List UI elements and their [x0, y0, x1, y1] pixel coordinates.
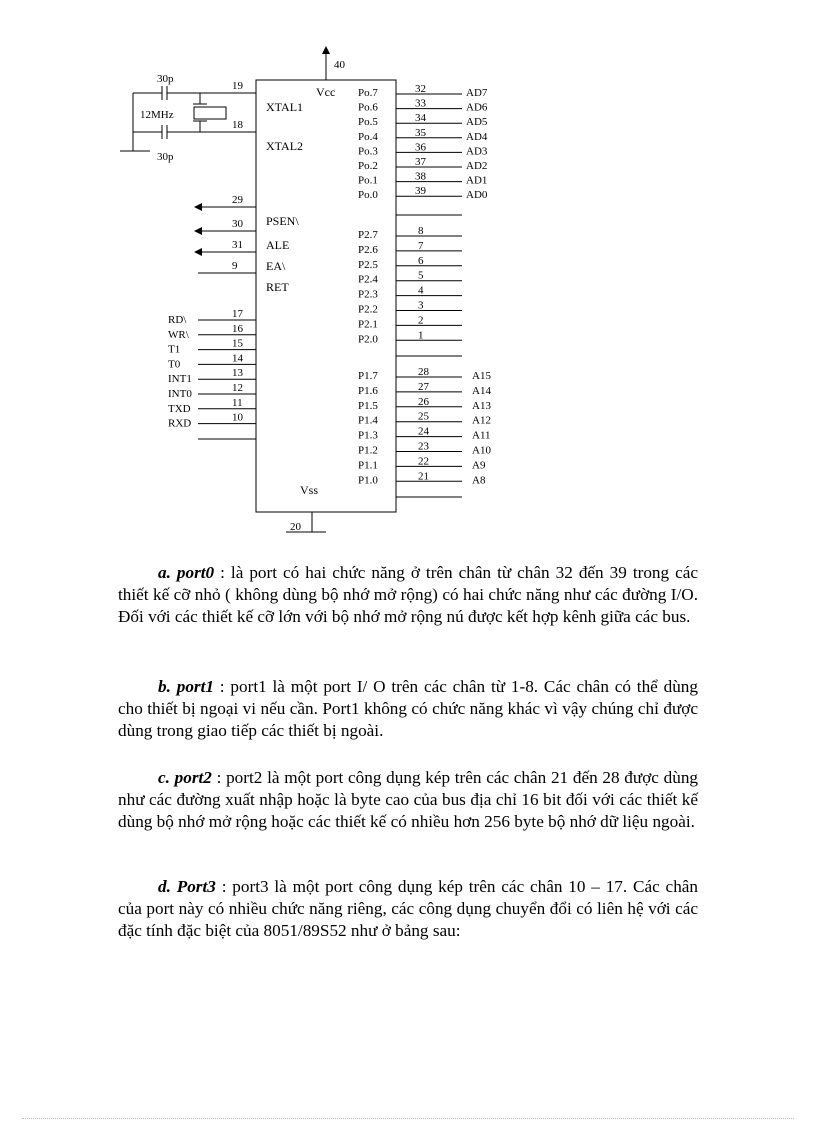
vcc-label: Vcc: [316, 85, 336, 99]
pin-label: P1.6: [358, 384, 378, 397]
pin-number: 35: [415, 126, 426, 139]
pin-number: 11: [232, 396, 243, 409]
signal-label: T1: [168, 343, 181, 356]
pin-number: 2: [418, 314, 424, 327]
pin-number: 8: [418, 225, 424, 237]
pin-number: 16: [232, 322, 243, 335]
pin-label: Po.2: [358, 160, 378, 172]
ale-arrow-icon: [194, 227, 202, 235]
paragraph-text: : port2 là một port công dụng kép trên các chân 21 đến 28 được dùng như các đường xuất nhập hoặc là byte cao của bus địa chỉ 16 bit đối với các thiết kế dùng bộ nhớ mở rộng hoặc các thiết kế có nhiều hơn 256 byte bộ nhớ dữ liệu ngoài.: [118, 768, 699, 831]
pin-label: P2.1: [358, 318, 378, 331]
pin-label: Po.0: [358, 189, 378, 202]
pin-label: P1.5: [358, 399, 378, 412]
cap-top-label: 30p: [157, 73, 174, 85]
pin-number: 15: [232, 337, 243, 350]
signal-label: WR\: [168, 328, 189, 341]
signal-label: AD1: [466, 174, 488, 187]
paragraph-lead: c. port2: [158, 768, 212, 787]
signal-label: AD6: [466, 101, 488, 114]
pin-number: 13: [232, 367, 243, 380]
paragraph-lead: d. Port3: [158, 877, 216, 896]
signal-label: A8: [472, 474, 486, 487]
pin-label: PSEN\: [266, 214, 299, 228]
crystal-label: 12MHz: [140, 109, 174, 121]
signal-label: AD2: [466, 160, 488, 172]
pin-label: P1.1: [358, 459, 378, 472]
signal-label: AD5: [466, 116, 488, 129]
signal-label: A15: [472, 370, 491, 382]
signal-label: A12: [472, 414, 491, 427]
pin-number: 10: [232, 411, 243, 424]
pin-label: Po.6: [358, 101, 378, 114]
pin-number: 25: [418, 410, 429, 423]
paragraph-port2: [118, 767, 698, 833]
pin-number: 18: [232, 119, 243, 131]
vcc-pin-number: 40: [334, 59, 345, 71]
pin-label: P1.2: [358, 444, 378, 457]
signal-label: A9: [472, 459, 486, 472]
pin-number: 12: [232, 382, 243, 394]
paragraph-text: : port3 là một port công dụng kép trên các chân 10 – 17. Các chân của port này có nhiều chức năng riêng, các công dụng chuyển đổi có liên hệ với các đặc tính đặc biệt của 8051/89S52 như ở bảng sau:: [118, 877, 699, 940]
pin-label: P1.3: [358, 429, 378, 442]
pin-number: 1: [418, 329, 424, 342]
cap-bottom-label: 30p: [157, 151, 174, 163]
vss-pin-number: 20: [290, 521, 301, 533]
paragraph-text: : là port có hai chức năng ở trên chân từ chân 32 đến 39 trong các thiết kế cỡ nhỏ ( không dùng bộ nhớ mở rộng) có hai chức năng như các đường I/O. Đối với các thiết kế cỡ lớn với bộ nhớ mở rộng nú được kết hợp kênh giữa các bus.: [118, 563, 698, 626]
paragraph-port0: [118, 562, 698, 628]
pin-number: 27: [418, 380, 429, 393]
pin-label: P2.4: [358, 273, 378, 286]
pin-number: 36: [415, 141, 426, 154]
signal-label: AD3: [466, 145, 488, 158]
signal-label: AD7: [466, 87, 488, 99]
pin-label: EA\: [266, 259, 286, 273]
paragraph-lead: b. port1: [158, 677, 214, 696]
signal-label: A13: [472, 399, 491, 412]
pin-label: Po.4: [358, 130, 378, 143]
footer-divider: [22, 1118, 794, 1119]
pin-number: 6: [418, 254, 424, 267]
pin-label: XTAL2: [266, 139, 304, 153]
signal-label: AD0: [466, 189, 488, 202]
pin-label: P1.4: [358, 414, 378, 427]
pin-number: 39: [415, 185, 426, 198]
signal-label: INT1: [168, 373, 192, 386]
pin-label: XTAL1: [266, 100, 304, 114]
signal-label: INT0: [168, 388, 192, 400]
pin-number: 31: [232, 239, 243, 251]
ea-arrow-icon: [194, 248, 202, 256]
crystal-icon: [194, 107, 226, 119]
pin-number: 17: [232, 308, 243, 320]
pin-label: P2.0: [358, 333, 378, 346]
pin-number: 7: [418, 239, 424, 252]
pin-label: Po.3: [358, 145, 378, 158]
pin-label: P2.2: [358, 303, 378, 316]
signal-label: RD\: [168, 314, 187, 326]
pin-label: P2.6: [358, 243, 378, 256]
pin-label: P1.0: [358, 474, 378, 487]
pin-number: 9: [232, 260, 238, 272]
pin-number: 14: [232, 352, 243, 365]
pin-number: 4: [418, 284, 424, 297]
paragraph-text: : port1 là một port I/ O trên các chân từ 1-8. Các chân có thể dùng cho thiết bị ngoại vi nếu cần. Port1 không có chức năng khác vì vậy chúng chỉ được dùng trong giao tiếp các thiết bị ngoài.: [118, 677, 698, 740]
pin-number: 32: [415, 83, 426, 95]
paragraph-port3: [118, 876, 698, 942]
vss-label: Vss: [300, 483, 319, 497]
signal-label: A10: [472, 444, 491, 457]
vcc-arrow-icon: [322, 46, 330, 54]
pin-number: 28: [418, 366, 429, 378]
pin-number: 23: [418, 440, 429, 453]
psen-arrow-icon: [194, 203, 202, 211]
pin-label: Po.1: [358, 174, 378, 187]
pin-label: Po.7: [358, 87, 378, 99]
pin-label: P2.7: [358, 229, 378, 241]
pin-label: ALE: [266, 238, 290, 252]
pin-label: P2.3: [358, 288, 378, 301]
pin-number: 3: [418, 299, 424, 312]
pinout-diagram: [0, 0, 816, 545]
paragraph-port1: [118, 676, 698, 742]
pin-number: 22: [418, 455, 429, 468]
pin-number: 33: [415, 97, 426, 110]
signal-label: T0: [168, 358, 181, 371]
signal-label: TXD: [168, 402, 191, 415]
pin-number: 37: [415, 156, 426, 168]
signal-label: RXD: [168, 417, 192, 430]
pin-number: 26: [418, 395, 429, 408]
pin-number: 29: [232, 194, 243, 206]
pin-label: Po.5: [358, 116, 378, 129]
pin-number: 34: [415, 112, 426, 125]
pin-number: 30: [232, 218, 243, 230]
pin-label: P1.7: [358, 370, 378, 382]
paragraph-lead: a. port0: [158, 563, 215, 582]
pin-number: 24: [418, 425, 429, 438]
pin-number: 5: [418, 269, 424, 282]
signal-label: AD4: [466, 130, 488, 143]
signal-label: A14: [472, 384, 491, 397]
pin-number: 19: [232, 80, 243, 92]
pin-number: 38: [415, 170, 426, 183]
pin-number: 21: [418, 470, 429, 483]
pin-label: P2.5: [358, 258, 378, 271]
signal-label: A11: [472, 429, 491, 442]
pin-label: RET: [266, 280, 289, 294]
